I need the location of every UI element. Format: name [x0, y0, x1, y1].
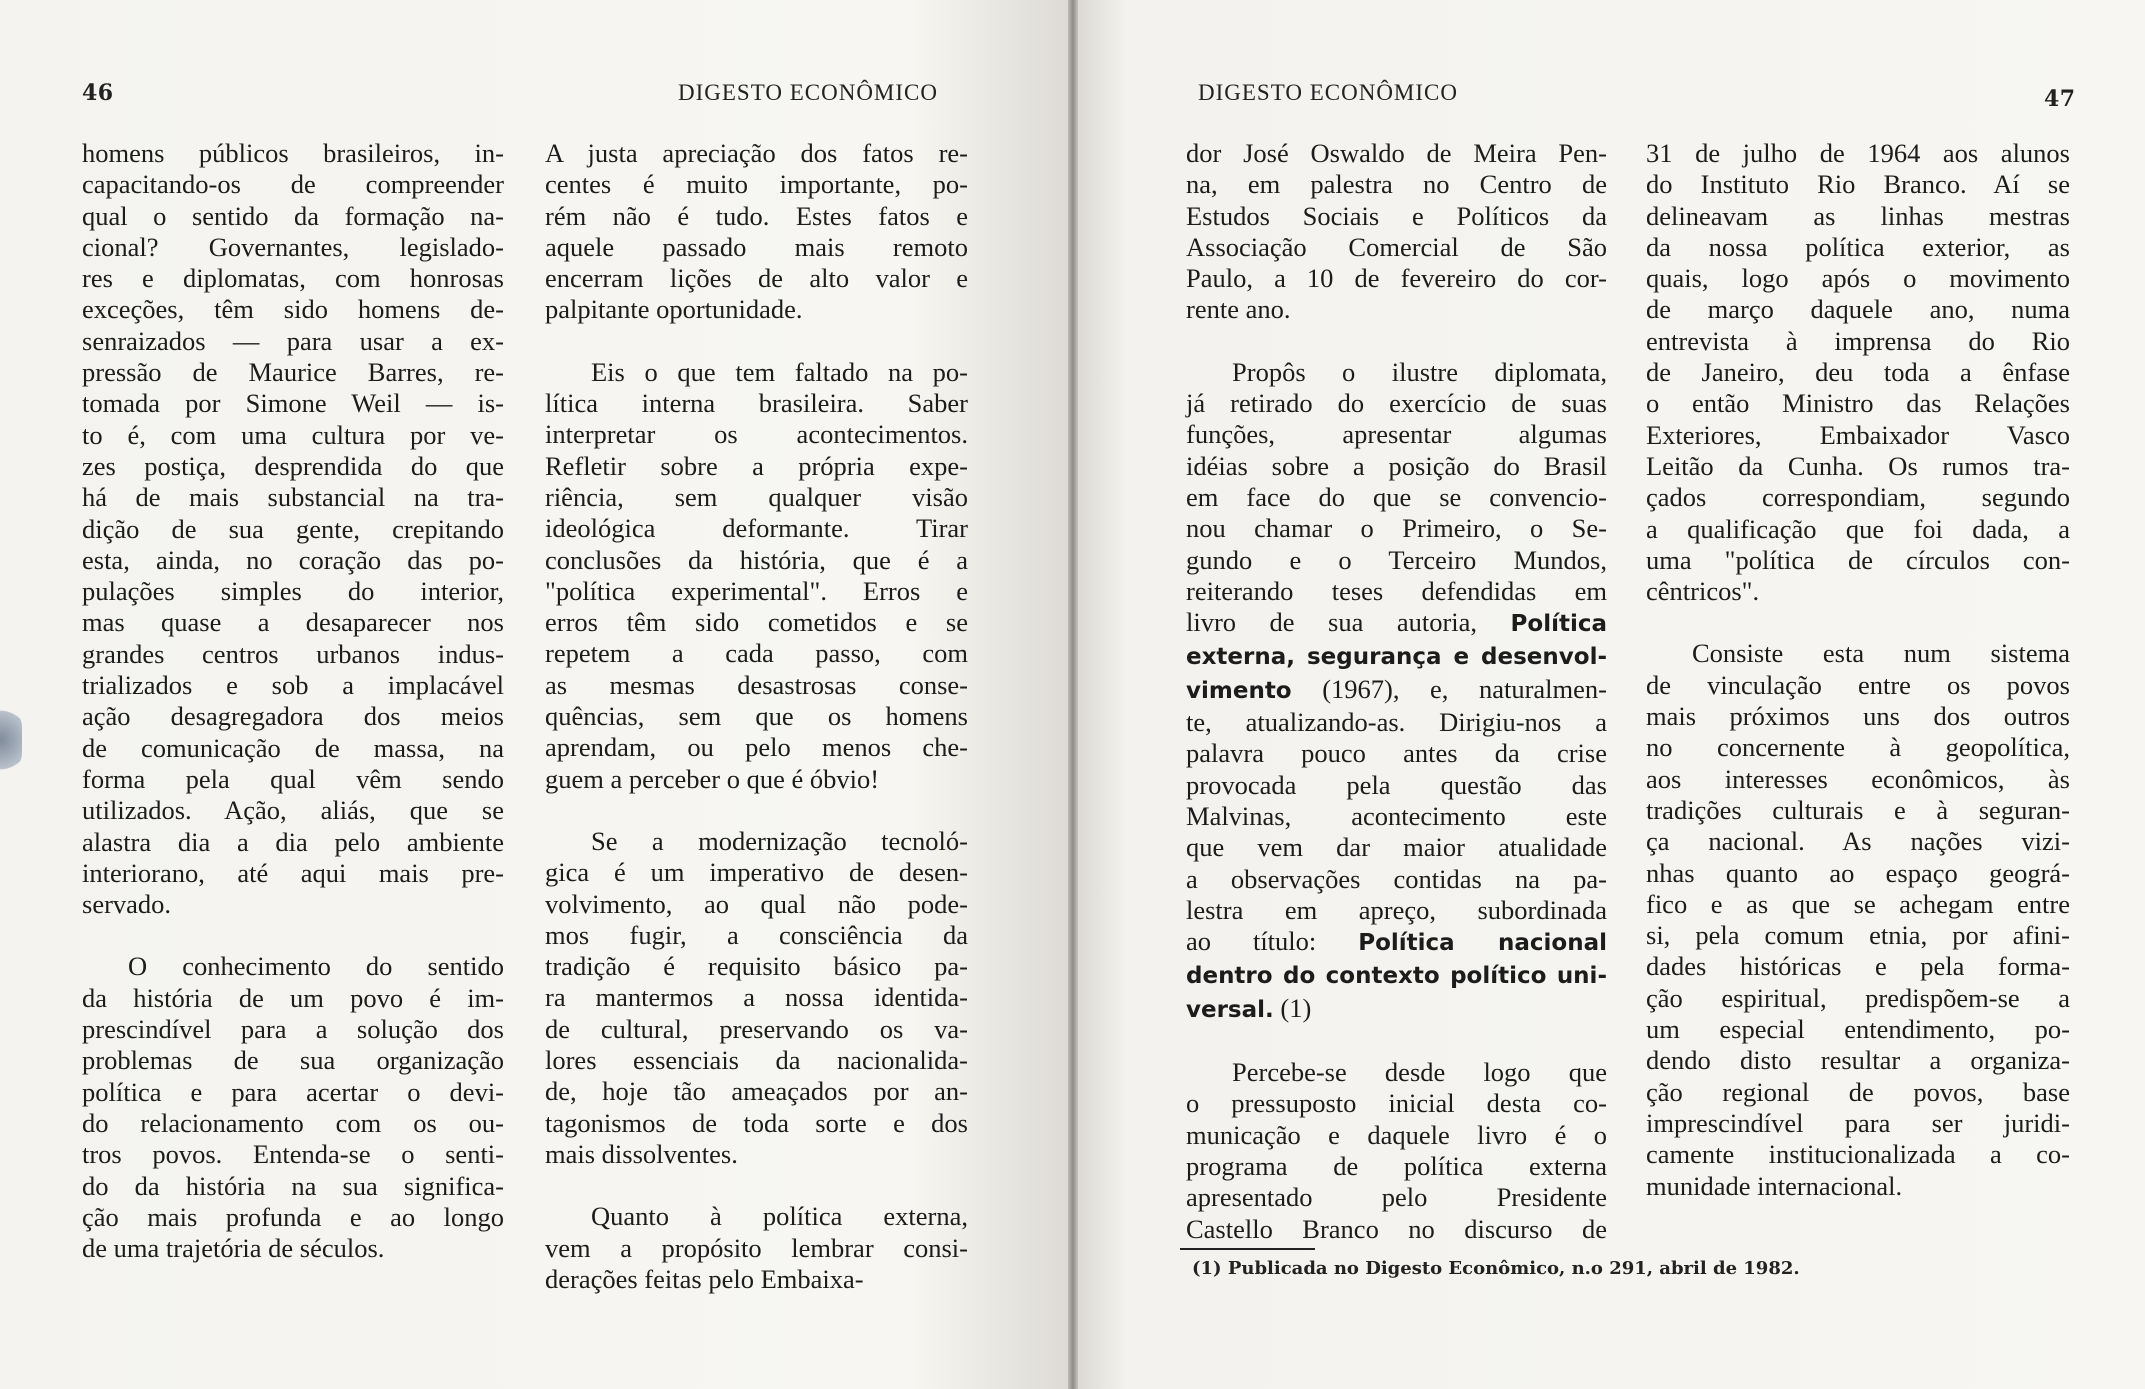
text-line: çados correspondiam, segundo [1646, 482, 2070, 513]
text-line: 31 de julho de 1964 aos alunos [1646, 138, 2070, 168]
text-line: O conhecimento do sentido [128, 951, 504, 982]
left-page-number: 46 [82, 80, 114, 106]
text-line: tagonismos de toda sorte e dos [545, 1107, 968, 1138]
text-fragment: (1967), e, naturalmen- [1322, 673, 1607, 704]
text-line: em face do que se convencio- [1186, 481, 1607, 512]
text-line: grandes centros urbanos indus- [82, 638, 504, 669]
text-line: de comunicação de massa, na [82, 732, 504, 763]
paragraph [545, 357, 968, 795]
left-running-title: DIGESTO ECONÔMICO [678, 80, 938, 105]
text-line: de março daquele ano, numa [1646, 294, 2070, 325]
text-line: servado. [82, 889, 172, 920]
text-line: aos interesses econômicos, às [1646, 763, 2070, 794]
text-line: lítica interna brasileira. Saber [545, 388, 968, 419]
text-line: centes é muito importante, po- [545, 169, 968, 200]
bold-title-fragment: vimento [1186, 677, 1292, 704]
right-running-title: DIGESTO ECONÔMICO [1198, 80, 1458, 105]
text-line: interiorano, até aqui mais pre- [82, 857, 504, 888]
text-line: alastra dia a dia pelo ambiente [82, 826, 504, 857]
text-line: dição de sua gente, crepitando [82, 513, 504, 544]
text-line: ça nacional. As nações vizi- [1646, 826, 2070, 857]
text-line: palavra pouco antes da crise [1186, 738, 1607, 769]
text-line: aquele passado mais remoto [545, 231, 968, 262]
text-line: ideológica deformante. Tirar [545, 513, 968, 544]
text-line: de vinculação entre os povos [1646, 669, 2070, 700]
bold-title-fragment: externa, segurança e desenvol- [1186, 644, 1607, 671]
text-line: utilizados. Ação, aliás, que se [82, 795, 504, 826]
text-line: mas quase a desaparecer nos [82, 607, 504, 638]
text-line: A justa apreciação dos fatos re- [545, 138, 968, 168]
text-line: homens públicos brasileiros, in- [82, 138, 504, 168]
paragraph [1186, 138, 1607, 326]
text-line: ção regional de povos, base [1646, 1076, 2070, 1107]
text-line: uma "política de círculos con- [1646, 544, 2070, 575]
text-line: quais, logo após o movimento [1646, 263, 2070, 294]
text-line: entrevista à imprensa do Rio [1646, 325, 2070, 356]
text-line: do da história na sua significa- [82, 1170, 504, 1201]
text-line: exceções, têm sido homens de- [82, 294, 504, 325]
left-column-1 [82, 138, 504, 1264]
text-line: forma pela qual vêm sendo [82, 763, 504, 794]
text-line: cional? Governantes, legislado- [82, 231, 504, 262]
text-line: volvimento, ao qual não pode- [545, 888, 968, 919]
text-line: a observações contidas na pa- [1186, 863, 1607, 894]
text-line: prescindível para a solução dos [82, 1014, 504, 1045]
text-line: res e diplomatas, com honrosas [82, 263, 504, 294]
text-line [1186, 993, 1607, 1026]
text-line [1186, 607, 1607, 640]
text-line: as mesmas desastrosas conse- [545, 669, 968, 700]
text-line: senraizados — para usar a ex- [82, 325, 504, 356]
right-column-2 [1646, 138, 2070, 1202]
text-line: o pressuposto inicial desta co- [1186, 1088, 1607, 1119]
text-line: ção mais profunda e ao longo [82, 1201, 504, 1232]
right-page-number: 47 [2044, 86, 2076, 112]
text-line: quências, sem que os homens [545, 701, 968, 732]
text-line: mais próximos uns dos outros [1646, 701, 2070, 732]
text-line: da nossa política exterior, as [1646, 231, 2070, 262]
text-line: dades históricas e pela forma- [1646, 951, 2070, 982]
text-line: de, hoje tão ameaçados por an- [545, 1076, 968, 1107]
paragraph [1186, 357, 1607, 1026]
text-line [1186, 640, 1607, 673]
bold-title-fragment: Política nacional [1358, 930, 1608, 957]
text-line: conclusões da história, que é a [545, 544, 968, 575]
left-column-2 [545, 138, 968, 1295]
paragraph [545, 138, 968, 326]
text-line: guem a perceber o que é óbvio! [545, 763, 880, 794]
text-line: programa de política externa [1186, 1150, 1607, 1181]
bold-title-fragment: versal. [1186, 996, 1274, 1023]
text-line: na, em palestra no Centro de [1186, 169, 1607, 200]
text-line: rente ano. [1186, 294, 1291, 325]
text-line: Se a modernização tecnoló- [591, 825, 968, 856]
text-fragment: ao título: [1186, 926, 1317, 957]
text-line [1186, 926, 1607, 959]
text-line: que vem dar maior atualidade [1186, 832, 1607, 863]
book-gutter [1068, 0, 1078, 1389]
text-line: Malvinas, acontecimento este [1186, 800, 1607, 831]
text-line: capacitando-os de compreender [82, 169, 504, 200]
text-line: Exteriores, Embaixador Vasco [1646, 419, 2070, 450]
page-edge-stain [0, 705, 22, 775]
text-line: o então Ministro das Relações [1646, 388, 2070, 419]
text-line [1186, 674, 1607, 707]
text-line: do relacionamento com os ou- [82, 1107, 504, 1138]
paragraph [1646, 138, 2070, 607]
text-line: de uma trajetória de séculos. [82, 1233, 385, 1264]
text-line: derações feitas pelo Embaixa- [545, 1263, 864, 1294]
text-line: Percebe-se desde logo que [1232, 1057, 1607, 1088]
text-line: tros povos. Entenda-se o senti- [82, 1139, 504, 1170]
text-line: "política experimental". Erros e [545, 575, 968, 606]
text-line: to é, com uma cultura por ve- [82, 419, 504, 450]
text-line [1186, 959, 1607, 992]
footnote-rule [1180, 1248, 1315, 1250]
text-line: mais dissolventes. [545, 1138, 738, 1169]
text-line: Propôs o ilustre diplomata, [1232, 356, 1607, 387]
footnote-reference: (1) [1280, 992, 1312, 1023]
text-line: dor José Oswaldo de Meira Pen- [1186, 138, 1607, 168]
text-line: há de mais substancial na tra- [82, 482, 504, 513]
text-fragment: livro de sua autoria, [1186, 607, 1478, 638]
paragraph [1186, 1057, 1607, 1245]
text-line: palpitante oportunidade. [545, 294, 803, 325]
paragraph [1646, 638, 2070, 1201]
paragraph [82, 951, 504, 1264]
text-line: trializados e sob a implacável [82, 670, 504, 701]
text-line: Quanto à política externa, [591, 1201, 968, 1232]
text-line: aprendam, ou pelo menos che- [545, 732, 968, 763]
text-line: ação desagregadora dos meios [82, 701, 504, 732]
paragraph [545, 826, 968, 1170]
text-line: esta, ainda, no coração das po- [82, 544, 504, 575]
text-line: gundo e o Terceiro Mundos, [1186, 544, 1607, 575]
text-line: mos fugir, a consciência da [545, 919, 968, 950]
text-line: funções, apresentar algumas [1186, 419, 1607, 450]
text-line: riência, sem qualquer visão [545, 481, 968, 512]
text-line: de Janeiro, deu toda a ênfase [1646, 357, 2070, 388]
text-line: Castello Branco no discurso de [1186, 1213, 1607, 1244]
text-line: provocada pela questão das [1186, 769, 1607, 800]
text-line: camente institucionalizada a co- [1646, 1139, 2070, 1170]
text-line: Paulo, a 10 de fevereiro do cor- [1186, 263, 1607, 294]
text-line: tradição é requisito básico pa- [545, 951, 968, 982]
text-line: já retirado do exercício de suas [1186, 388, 1607, 419]
text-line: idéias sobre a posição do Brasil [1186, 450, 1607, 481]
bold-title-fragment: Política [1510, 611, 1607, 638]
text-line: nhas quanto ao espaço geográ- [1646, 857, 2070, 888]
text-line: vem a propósito lembrar consi- [545, 1232, 968, 1263]
text-line: um especial entendimento, po- [1646, 1014, 2070, 1045]
text-line: pressão de Maurice Barres, re- [82, 357, 504, 388]
text-line: tomada por Simone Weil — is- [82, 388, 504, 419]
text-line: dendo disto resultar a organiza- [1646, 1045, 2070, 1076]
text-line: Refletir sobre a própria expe- [545, 450, 968, 481]
text-line: Eis o que tem faltado na po- [591, 356, 968, 387]
text-line: no concernente à geopolítica, [1646, 732, 2070, 763]
text-line: problemas de sua organização [82, 1045, 504, 1076]
text-line: qual o sentido da formação na- [82, 200, 504, 231]
text-line: de cultural, preservando os va- [545, 1013, 968, 1044]
text-line: Consiste esta num sistema [1692, 638, 2070, 669]
text-line: interpretar os acontecimentos. [545, 419, 968, 450]
text-line: nou chamar o Primeiro, o Se- [1186, 513, 1607, 544]
text-line: te, atualizando-as. Dirigiu-nos a [1186, 707, 1607, 738]
bold-title-fragment: dentro do contexto político uni- [1186, 963, 1607, 990]
text-line: ra mantermos a nossa identida- [545, 982, 968, 1013]
text-line: gica é um imperativo de desen- [545, 857, 968, 888]
text-line: tradições culturais e à seguran- [1646, 794, 2070, 825]
text-line: ção espiritual, predispõem-se a [1646, 982, 2070, 1013]
paragraph [545, 1201, 968, 1295]
text-line: Leitão da Cunha. Os rumos tra- [1646, 450, 2070, 481]
text-line: rém não é tudo. Estes fatos e [545, 200, 968, 231]
text-line: pulações simples do interior, [82, 576, 504, 607]
text-line: imprescindível para ser juridi- [1646, 1107, 2070, 1138]
paragraph [82, 138, 504, 920]
text-line: apresentado pelo Presidente [1186, 1182, 1607, 1213]
text-line: lores essenciais da nacionalida- [545, 1045, 968, 1076]
text-line: erros têm sido cometidos e se [545, 607, 968, 638]
right-column-1 [1186, 138, 1607, 1245]
text-line: encerram lições de alto valor e [545, 263, 968, 294]
text-line: fico e as que se achegam entre [1646, 888, 2070, 919]
text-line: do Instituto Rio Branco. Aí se [1646, 169, 2070, 200]
text-line: repetem a cada passo, com [545, 638, 968, 669]
text-line: Estudos Sociais e Políticos da [1186, 200, 1607, 231]
text-line: delineavam as linhas mestras [1646, 200, 2070, 231]
text-line: lestra em apreço, subordinada [1186, 894, 1607, 925]
text-line: a qualificação que foi dada, a [1646, 513, 2070, 544]
footnote: (1) Publicada no Digesto Econômico, n.o 291, abril de 1982. [1192, 1258, 1800, 1279]
text-line: da história de um povo é im- [82, 982, 504, 1013]
text-line: reiterando teses defendidas em [1186, 575, 1607, 606]
text-line: cêntricos". [1646, 576, 1760, 607]
text-line: Associação Comercial de São [1186, 231, 1607, 262]
text-line: si, pela comum etnia, por afini- [1646, 920, 2070, 951]
text-line: municação e daquele livro é o [1186, 1119, 1607, 1150]
text-line: zes postiça, desprendida do que [82, 450, 504, 481]
text-line: política e para acertar o devi- [82, 1076, 504, 1107]
text-line: munidade internacional. [1646, 1170, 1903, 1201]
